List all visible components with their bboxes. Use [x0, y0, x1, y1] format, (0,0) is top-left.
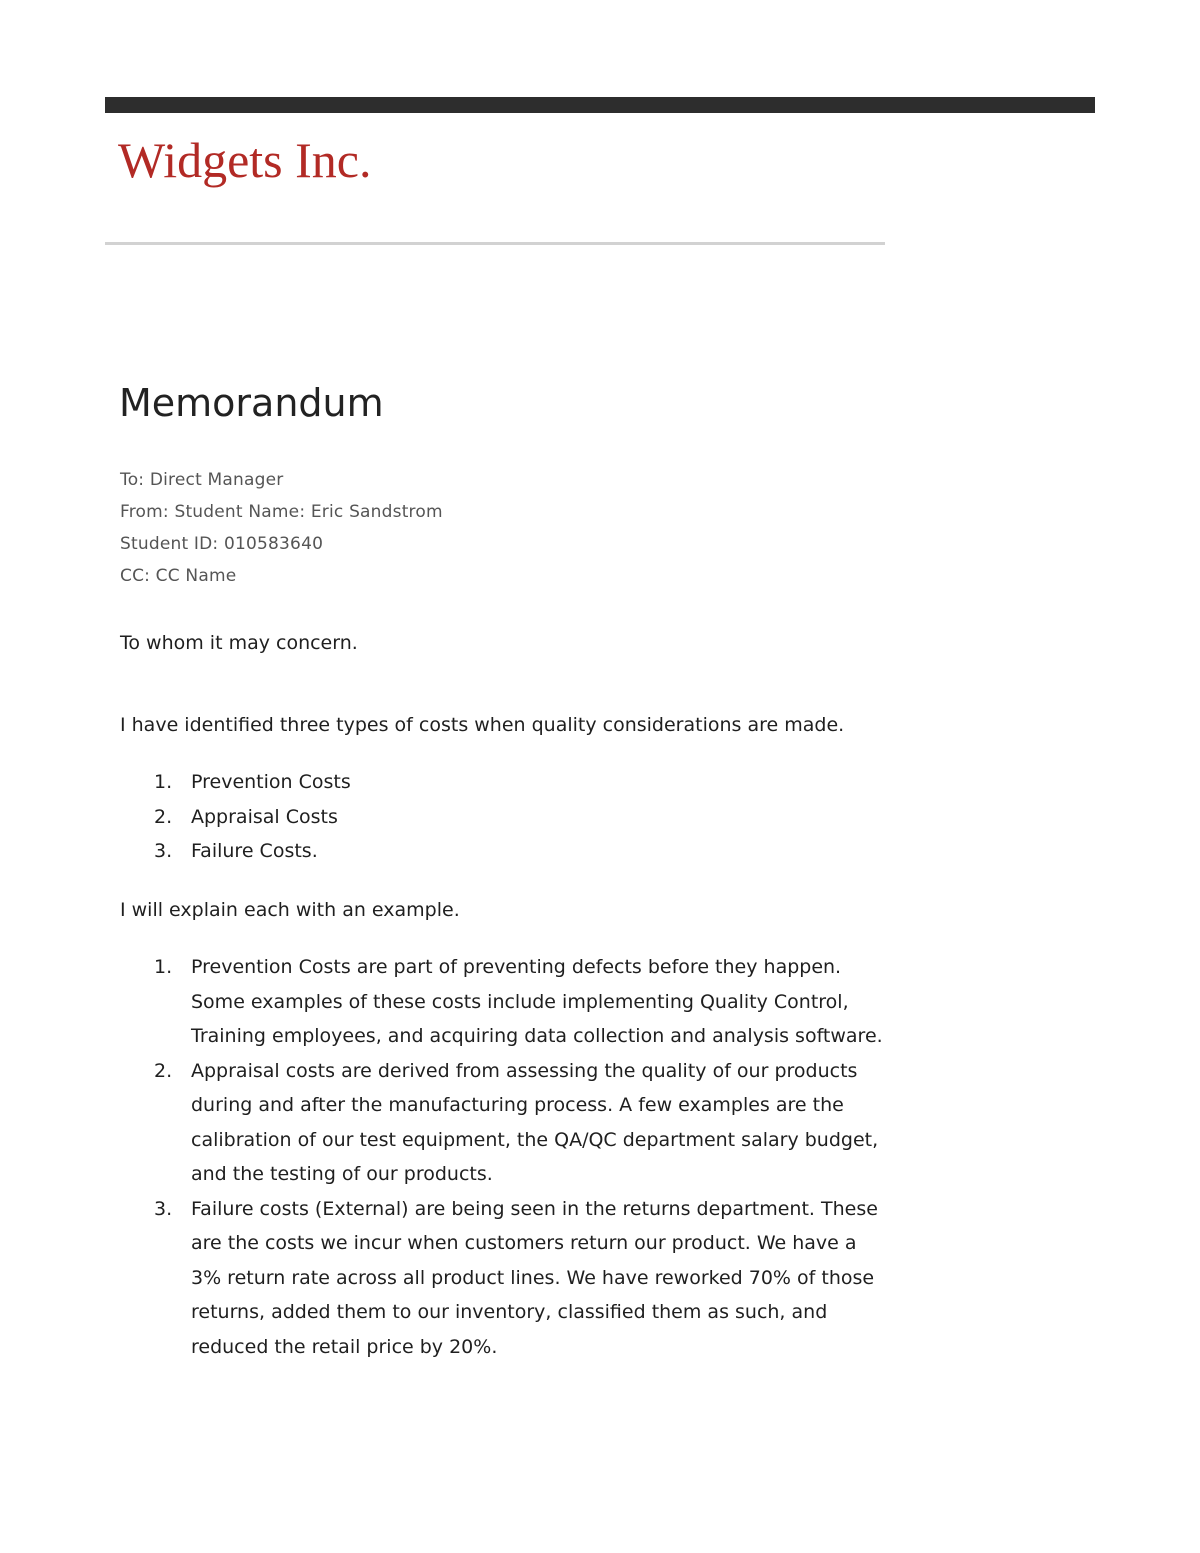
memo-from: From: Student Name: Eric Sandstrom	[120, 502, 443, 522]
list-item-line: calibration of our test equipment, the QA/QC department salary budget,	[191, 1128, 879, 1151]
list-item	[120, 800, 351, 835]
memo-to: To: Direct Manager	[120, 470, 284, 490]
divider-rule	[105, 242, 885, 245]
list-item-line: during and after the manufacturing process. A few examples are the	[191, 1094, 844, 1116]
header-bar	[105, 97, 1095, 113]
memo-student-id: Student ID: 010583640	[120, 534, 324, 554]
greeting-paragraph: To whom it may concern.	[120, 632, 358, 654]
list-item-line: Some examples of these costs include implementing Quality Control,	[191, 990, 849, 1013]
list-number: 3.	[154, 840, 173, 862]
list-item-text: Failure Costs.	[191, 840, 318, 862]
cost-types-list	[120, 765, 351, 869]
list-item	[120, 1192, 883, 1365]
list-number: 2.	[154, 1059, 173, 1082]
list-item	[120, 834, 351, 869]
list-item-line: returns, added them to our inventory, classified them as such, and	[191, 1301, 828, 1323]
company-name: Widgets Inc.	[118, 132, 372, 188]
list-number: 3.	[154, 1197, 173, 1220]
list-item-line: and the testing of our products.	[191, 1163, 493, 1185]
list-item	[120, 765, 351, 800]
list-item-line: are the costs we incur when customers return our product. We have a	[191, 1232, 857, 1254]
memo-title: Memorandum	[119, 381, 384, 425]
intro-paragraph: I have identified three types of costs when quality considerations are made.	[120, 714, 845, 736]
memo-header	[120, 466, 443, 594]
list-item	[120, 1054, 883, 1192]
list-item-line: reduced the retail price by 20%.	[191, 1335, 498, 1358]
memo-cc: CC: CC Name	[120, 566, 237, 586]
explanations-list	[120, 950, 883, 1364]
list-number: 2.	[154, 805, 173, 828]
list-item-line: Prevention Costs are part of preventing defects before they happen.	[191, 956, 842, 978]
list-item	[120, 950, 883, 1054]
list-item-line: Failure costs (External) are being seen in the returns department. These	[191, 1197, 878, 1220]
list-number: 1.	[154, 771, 173, 793]
list-item-text: Appraisal Costs	[191, 805, 338, 828]
list-number: 1.	[154, 956, 173, 978]
list-item-line: Appraisal costs are derived from assessing the quality of our products	[191, 1059, 858, 1082]
explain-paragraph: I will explain each with an example.	[120, 899, 460, 921]
list-item-text: Prevention Costs	[191, 771, 351, 793]
list-item-line: 3% return rate across all product lines. We have reworked 70% of those	[191, 1266, 875, 1289]
list-item-line: Training employees, and acquiring data collection and analysis software.	[191, 1025, 883, 1047]
